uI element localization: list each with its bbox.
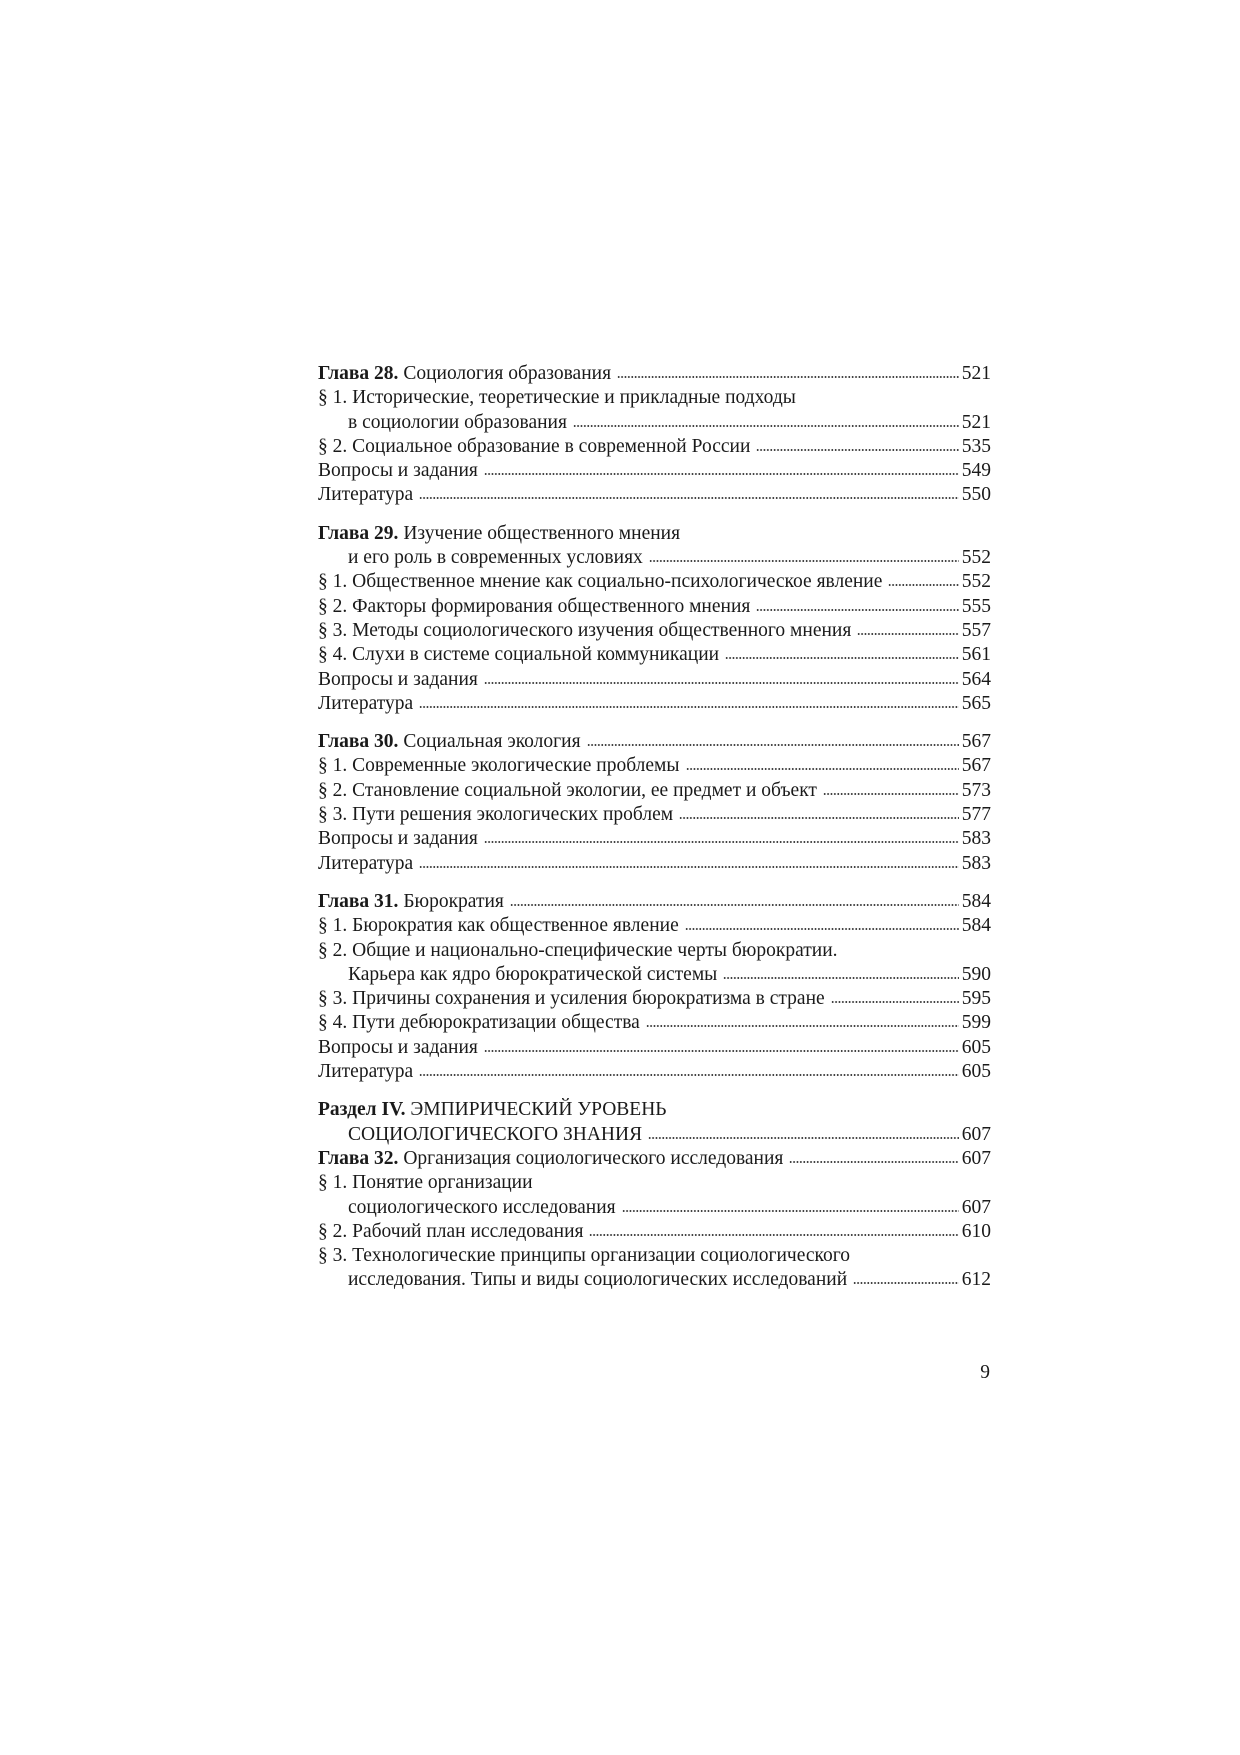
toc-entry[interactable] [318, 435, 991, 459]
toc-line [318, 939, 991, 963]
dot-leader [419, 495, 959, 500]
toc-title-text [318, 803, 673, 827]
toc-title-text [348, 411, 567, 435]
toc-line [318, 987, 991, 1011]
toc-line [318, 692, 991, 716]
toc-title-text [348, 546, 643, 570]
dot-leader [823, 791, 959, 796]
toc-entry[interactable] [318, 1060, 991, 1084]
toc-heading-entry[interactable] [318, 1147, 991, 1171]
toc-page-number: 607 [961, 1196, 991, 1218]
dot-leader [484, 680, 959, 685]
toc-line-text: Социология образования [403, 363, 612, 384]
dot-leader [617, 374, 959, 379]
toc-entry[interactable] [318, 1036, 991, 1060]
toc-line [318, 1098, 991, 1122]
toc-line [318, 362, 991, 386]
toc-line-text: § 1. Понятие организации [318, 1172, 533, 1194]
toc-page-number: 605 [961, 1061, 991, 1083]
toc-page-number: 599 [961, 1012, 991, 1034]
dot-leader [831, 999, 959, 1004]
toc-page-number: 567 [961, 731, 991, 753]
dot-leader [723, 975, 958, 980]
dot-leader [419, 704, 959, 709]
toc-line-text: исследования. Типы и виды социологических исследований [348, 1269, 848, 1291]
toc-line-text: и его роль в современных условиях [348, 547, 643, 569]
toc-title-text [318, 1036, 478, 1060]
dot-leader [853, 1280, 959, 1285]
toc-page-number: 607 [961, 1147, 991, 1169]
toc-entry[interactable] [318, 595, 991, 619]
toc-line-text: § 4. Пути дебюрократизации общества [318, 1012, 640, 1034]
section-gap [318, 716, 991, 730]
toc-title-text [318, 890, 504, 914]
toc-line-text: § 2. Факторы формирования общественного мнения [318, 595, 751, 617]
toc-entry[interactable] [318, 803, 991, 827]
toc-line-text: Социальная экология [403, 731, 581, 753]
toc-line-text: Вопросы и задания [318, 828, 478, 850]
toc-entry[interactable] [318, 1171, 991, 1220]
toc-title-text [348, 1268, 847, 1292]
toc-line [318, 1220, 991, 1244]
toc-line [318, 411, 991, 435]
toc-line [318, 1171, 991, 1195]
toc-line-text: Бюрократия [403, 890, 504, 912]
toc-line-text: § 2. Социальное образование в современной России [318, 435, 751, 457]
toc-page-number: 552 [961, 547, 991, 569]
toc-title-text [318, 754, 680, 778]
section-gap [318, 1084, 991, 1098]
toc-page-number: 550 [961, 484, 991, 506]
toc-title-text [318, 523, 680, 544]
toc-page-number: 549 [961, 460, 991, 482]
toc-label: Глава 32. [318, 1147, 399, 1169]
toc-line [318, 1147, 991, 1171]
toc-line [318, 1244, 991, 1268]
toc-line-text: СОЦИОЛОГИЧЕСКОГО ЗНАНИЯ [348, 1123, 643, 1145]
toc-title-text [318, 1172, 533, 1193]
dot-leader [789, 1159, 958, 1164]
toc-entry[interactable] [318, 987, 991, 1011]
toc-entry[interactable] [318, 668, 991, 692]
dot-leader [685, 926, 959, 931]
toc-entry[interactable] [318, 692, 991, 716]
toc-title-text [318, 1011, 640, 1035]
toc-line [318, 1123, 991, 1147]
toc-line [318, 730, 991, 754]
toc-line [318, 546, 991, 570]
dot-leader [756, 607, 958, 612]
toc-line-text: Литература [318, 1061, 414, 1083]
toc-entry[interactable] [318, 386, 991, 435]
dot-leader [888, 582, 958, 587]
toc-line-text: § 1. Общественное мнение как социально-психологическое явление [318, 571, 883, 593]
toc-entry[interactable] [318, 1011, 991, 1035]
toc-page-number: 567 [961, 755, 991, 777]
toc-title-text [318, 483, 413, 507]
toc-entry[interactable] [318, 459, 991, 483]
toc-page-number: 577 [961, 804, 991, 826]
toc-title-text [318, 459, 478, 483]
dot-leader [646, 1023, 959, 1028]
toc-line [318, 963, 991, 987]
toc-page-number: 607 [961, 1123, 991, 1145]
toc-label: Глава 31. [318, 890, 399, 912]
toc-page-number: 564 [961, 668, 991, 690]
toc-line-text: § 1. Исторические, теоретические и прикладные подходы [318, 387, 796, 409]
toc-title-text [318, 1147, 783, 1171]
toc-heading-entry[interactable] [318, 522, 991, 571]
toc-line [318, 483, 991, 507]
toc-page-number: 573 [961, 779, 991, 801]
toc-line [318, 459, 991, 483]
toc-line-text: § 1. Современные экологические проблемы [318, 755, 680, 777]
dot-leader [587, 742, 959, 747]
dot-leader [756, 447, 958, 452]
toc-line-text: ЭМПИРИЧЕСКИЙ УРОВЕНЬ [410, 1099, 667, 1121]
toc-line [318, 1036, 991, 1060]
toc-title-text [318, 595, 750, 619]
toc-line [318, 914, 991, 938]
dot-leader [725, 655, 959, 660]
toc-title-text [318, 827, 478, 851]
toc-line-text: § 2. Общие и национально-специфические черты бюрократии. [318, 939, 838, 961]
section-gap [318, 508, 991, 522]
dot-leader [589, 1232, 958, 1237]
toc-heading-entry[interactable] [318, 362, 991, 386]
toc-line-text: Карьера как ядро бюрократической системы [348, 963, 718, 985]
dot-leader [649, 558, 959, 563]
toc-line-text: § 3. Причины сохранения и усиления бюрократизма в стране [318, 988, 825, 1010]
toc-line-text: § 1. Бюрократия как общественное явление [318, 915, 679, 937]
toc-page-number: 610 [961, 1220, 991, 1242]
toc-title-text [318, 852, 413, 876]
toc-page-number: 584 [961, 890, 991, 912]
toc-line [318, 754, 991, 778]
toc-page-number: 535 [961, 435, 991, 457]
toc-title-text [318, 619, 851, 643]
toc-entry[interactable] [318, 1220, 991, 1244]
toc-line-text: Вопросы и задания [318, 668, 478, 690]
toc-page-number: 584 [961, 915, 991, 937]
toc-line [318, 1268, 991, 1292]
toc-line-text: социологического исследования [348, 1196, 616, 1218]
toc-line-text: Литература [318, 692, 414, 714]
toc-page-number: 583 [961, 828, 991, 850]
toc-title-text [318, 643, 719, 667]
toc-line-text: Литература [318, 852, 414, 874]
page-number: 9 [980, 1362, 990, 1383]
toc-title-text [318, 940, 838, 961]
table-of-contents [318, 362, 991, 1293]
toc-line [318, 1011, 991, 1035]
toc-line-text: Изучение общественного мнения [403, 522, 681, 544]
toc-entry[interactable] [318, 914, 991, 938]
toc-page-number: 561 [961, 644, 991, 666]
toc-label: Глава 30. [318, 731, 399, 753]
toc-title-text [318, 570, 882, 594]
toc-title-text [318, 1060, 413, 1084]
toc-label: Глава 28. [318, 363, 399, 384]
toc-entry[interactable] [318, 1244, 991, 1293]
toc-label: Раздел IV. [318, 1099, 406, 1121]
toc-page-number: 521 [961, 411, 991, 433]
toc-title-text [348, 1123, 642, 1147]
toc-title-text [318, 435, 750, 459]
toc-entry[interactable] [318, 643, 991, 667]
toc-line [318, 619, 991, 643]
toc-line [318, 386, 991, 410]
dot-leader [484, 471, 959, 476]
toc-line-text: Вопросы и задания [318, 460, 478, 482]
toc-title-text [318, 692, 413, 716]
toc-line [318, 522, 991, 546]
toc-line-text: § 3. Методы социологического изучения общественного мнения [318, 619, 852, 641]
dot-leader [573, 423, 959, 428]
toc-line [318, 643, 991, 667]
toc-line [318, 435, 991, 459]
dot-leader [484, 1048, 959, 1053]
toc-line-text: в социологии образования [348, 411, 567, 433]
toc-entry[interactable] [318, 619, 991, 643]
toc-entry[interactable] [318, 483, 991, 507]
toc-heading-entry[interactable] [318, 1098, 991, 1147]
toc-line-text: § 2. Становление социальной экологии, ее предмет и объект [318, 779, 817, 801]
toc-line [318, 852, 991, 876]
toc-title-text [318, 362, 611, 386]
dot-leader [510, 902, 959, 907]
dot-leader [622, 1208, 959, 1213]
dot-leader [419, 1072, 959, 1077]
toc-page-number: 555 [961, 595, 991, 617]
toc-line [318, 803, 991, 827]
toc-line-text: § 3. Пути решения экологических проблем [318, 804, 674, 826]
toc-line [318, 1196, 991, 1220]
toc-line-text: Литература [318, 484, 414, 506]
toc-heading-entry[interactable] [318, 890, 991, 914]
toc-entry[interactable] [318, 754, 991, 778]
dot-leader [686, 766, 959, 771]
toc-title-text [318, 1245, 850, 1266]
toc-line [318, 827, 991, 851]
toc-title-text [348, 963, 717, 987]
toc-label: Глава 29. [318, 522, 399, 544]
toc-title-text [318, 987, 825, 1011]
toc-line [318, 668, 991, 692]
toc-title-text [348, 1196, 616, 1220]
toc-page-number: 590 [961, 963, 991, 985]
toc-page-number: 583 [961, 852, 991, 874]
toc-page-number: 565 [961, 692, 991, 714]
toc-entry[interactable] [318, 852, 991, 876]
dot-leader [857, 631, 958, 636]
toc-page-number: 612 [961, 1269, 991, 1291]
dot-leader [484, 839, 959, 844]
toc-entry[interactable] [318, 939, 991, 988]
toc-line-text: Организация социологического исследования [403, 1147, 784, 1169]
toc-title-text [318, 779, 817, 803]
toc-line [318, 595, 991, 619]
toc-title-text [318, 1220, 583, 1244]
toc-title-text [318, 914, 679, 938]
toc-title-text [318, 668, 478, 692]
toc-page-number: 521 [961, 363, 991, 384]
toc-title-text [318, 387, 796, 408]
toc-page-number: 605 [961, 1036, 991, 1058]
toc-page-number: 552 [961, 571, 991, 593]
toc-line [318, 570, 991, 594]
toc-page-number: 595 [961, 988, 991, 1010]
toc-line-text: § 4. Слухи в системе социальной коммуникации [318, 644, 720, 666]
dot-leader [419, 864, 959, 869]
toc-line [318, 1060, 991, 1084]
toc-title-text [318, 1099, 667, 1120]
dot-leader [679, 815, 959, 820]
toc-line-text: Вопросы и задания [318, 1036, 478, 1058]
toc-entry[interactable] [318, 779, 991, 803]
dot-leader [648, 1135, 959, 1140]
toc-line-text: § 2. Рабочий план исследования [318, 1220, 584, 1242]
toc-page-number: 557 [961, 619, 991, 641]
toc-entry[interactable] [318, 570, 991, 594]
toc-line [318, 779, 991, 803]
toc-title-text [318, 730, 581, 754]
toc-entry[interactable] [318, 827, 991, 851]
toc-line [318, 890, 991, 914]
toc-line-text: § 3. Технологические принципы организации социологического [318, 1245, 851, 1267]
toc-heading-entry[interactable] [318, 730, 991, 754]
section-gap [318, 876, 991, 890]
